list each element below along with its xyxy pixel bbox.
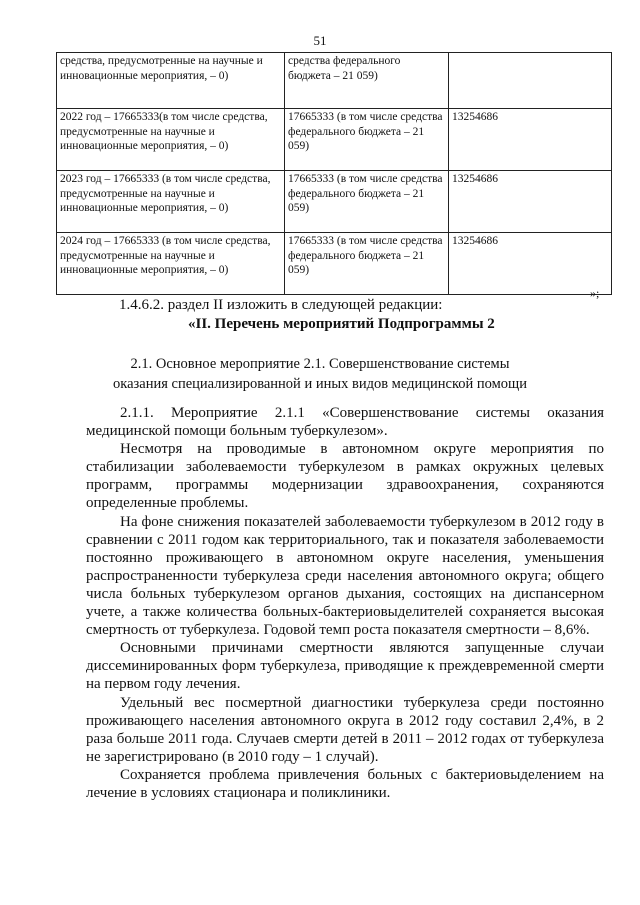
table-row [57, 109, 612, 171]
table-row [57, 53, 612, 109]
table-cell-period: 2023 год – 17665333 (в том числе средства, предусмотренные на научные и инновационные мероприятия, – 0) [57, 171, 285, 233]
table-cell-period: 2022 год – 17665333(в том числе средства, предусмотренные на научные и инновационные мероприятия, – 0) [57, 109, 285, 171]
table-cell-total: 17665333 (в том числе средства федерального бюджета – 21 059) [285, 109, 449, 171]
paragraph: Удельный вес посмертной диагностики туберкулеза среди постоянно проживающего населения автономного округа в 2012 году составил 2,4%, в 2 раза больше 2011 года. Случаев смерти детей в 2011 – 2012 годах от туберкулеза не зарегистрировано (в 2010 году – 1 случай). [86, 694, 604, 765]
table-cell-period: 2024 год – 17665333 (в том числе средства, предусмотренные на научные и инновационные мероприятия, – 0) [57, 233, 285, 295]
table-row [57, 171, 612, 233]
table-cell-value: 13254686 [449, 109, 612, 171]
paragraph: Основными причинами смертности являются запущенные случаи диссеминированных форм туберкулеза, приводящие к преждевременной смерти на первом году лечения. [86, 640, 604, 693]
paragraph: 2.1.1. Мероприятие 2.1.1 «Совершенствование системы оказания медицинской помощи больным туберкулезом». [86, 405, 604, 440]
table-cell-total: 17665333 (в том числе средства федерального бюджета – 21 059) [285, 233, 449, 295]
table-row [57, 233, 612, 295]
paragraph: Сохраняется проблема привлечения больных с бактериовыделением на лечение в условиях стационара и поликлиники. [86, 766, 604, 801]
amendment-line: 1.4.6.2. раздел II изложить в следующей редакции: [119, 297, 443, 313]
subsection-line-1: 2.1. Основное мероприятие 2.1. Совершенствование системы [130, 356, 510, 372]
subsection-heading [40, 354, 600, 394]
closing-quote: »; [590, 286, 600, 300]
table-cell-value [449, 53, 612, 109]
paragraph: Несмотря на проводимые в автономном округе мероприятия по стабилизации заболеваемости туберкулезом в рамках окружных целевых программ, программы модернизации здравоохранения, сохраняются определенные проблемы. [86, 441, 604, 512]
page-number: 51 [313, 33, 327, 48]
paragraph: На фоне снижения показателей заболеваемости туберкулезом в 2012 году в сравнении с 2011 годом как территориального, так и показателя заболеваемости постоянно проживающего в автономном округе населения, уменьшения распространенности туберкулеза среди населения автономного округа; общего числа больных туберкулезом органов дыхания, состоящих на диспансерном учете, а также количества больных-бактериовыделителей сохраняется высокая смертность от туберкулеза. Годовой темп роста показателя смертности – 8,6%. [86, 513, 604, 639]
body-text [86, 404, 604, 802]
section-title: «II. Перечень мероприятий Подпрограммы 2 [188, 316, 495, 332]
budget-table [56, 52, 612, 295]
subsection-line-2: оказания специализированной и иных видов медицинской помощи [113, 376, 527, 392]
table-cell-total: 17665333 (в том числе средства федерального бюджета – 21 059) [285, 171, 449, 233]
table-cell-period: средства, предусмотренные на научные и инновационные мероприятия, – 0) [57, 53, 285, 109]
table-cell-value: 13254686 [449, 171, 612, 233]
table-cell-total: средства федерального бюджета – 21 059) [285, 53, 449, 109]
table-cell-value: 13254686 [449, 233, 612, 295]
